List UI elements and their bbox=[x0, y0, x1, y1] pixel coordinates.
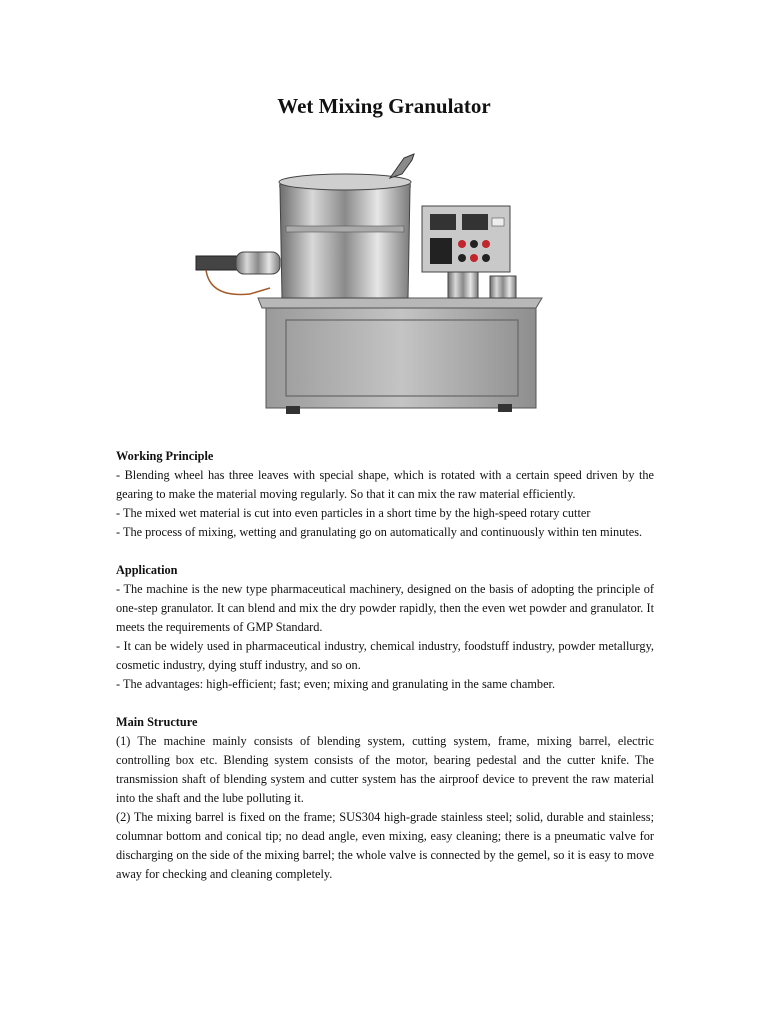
paragraph: - The machine is the new type pharmaceutical machinery, designed on the basis of adopting the principle of one-step granulator. It can blend and mix the dry powder rapidly, then the even wet powder and granulator. It meets the requirements of GMP Standard. bbox=[116, 582, 654, 634]
section-main-structure bbox=[116, 713, 654, 884]
machine-image bbox=[190, 148, 550, 420]
paragraph: (1) The machine mainly consists of blending system, cutting system, frame, mixing barrel, electric controlling box etc. Blending system consists of the motor, bearing pedestal and the cutter knife. The transmission shaft of blending system and cutter system has the airproof device to prevent the raw material into the shaft and the lube polluting it. bbox=[116, 734, 654, 805]
section-working-principle bbox=[116, 447, 654, 542]
document-title: Wet Mixing Granulator bbox=[277, 94, 491, 118]
section-heading: Working Principle bbox=[116, 449, 214, 463]
paragraph: - The process of mixing, wetting and granulating go on automatically and continuously within ten minutes. bbox=[116, 525, 643, 539]
section-heading: Application bbox=[116, 563, 178, 577]
section-application bbox=[116, 561, 654, 694]
paragraph: - Blending wheel has three leaves with special shape, which is rotated with a certain speed driven by the gearing to make the material moving regularly. So that it can mix the raw material efficiently. bbox=[116, 468, 654, 501]
document-body bbox=[116, 447, 654, 903]
paragraph: - The mixed wet material is cut into even particles in a short time by the high-speed rotary cutter bbox=[116, 506, 591, 520]
section-heading: Main Structure bbox=[116, 715, 198, 729]
paragraph: - It can be widely used in pharmaceutical industry, chemical industry, foodstuff industry, powder metallurgy, cosmetic industry, dying stuff industry, and so on. bbox=[116, 639, 654, 672]
paragraph: (2) The mixing barrel is fixed on the frame; SUS304 high-grade stainless steel; solid, durable and stainless; columnar bottom and conical tip; no dead angle, even mixing, easy cleaning; there is a pneumatic valve for discharging on the side of the mixing barrel; the whole valve is connected by the gemel, so it is easy to move away for checking and cleaning completely. bbox=[116, 810, 654, 881]
paragraph: - The advantages: high-efficient; fast; even; mixing and granulating in the same chamber. bbox=[116, 677, 556, 691]
